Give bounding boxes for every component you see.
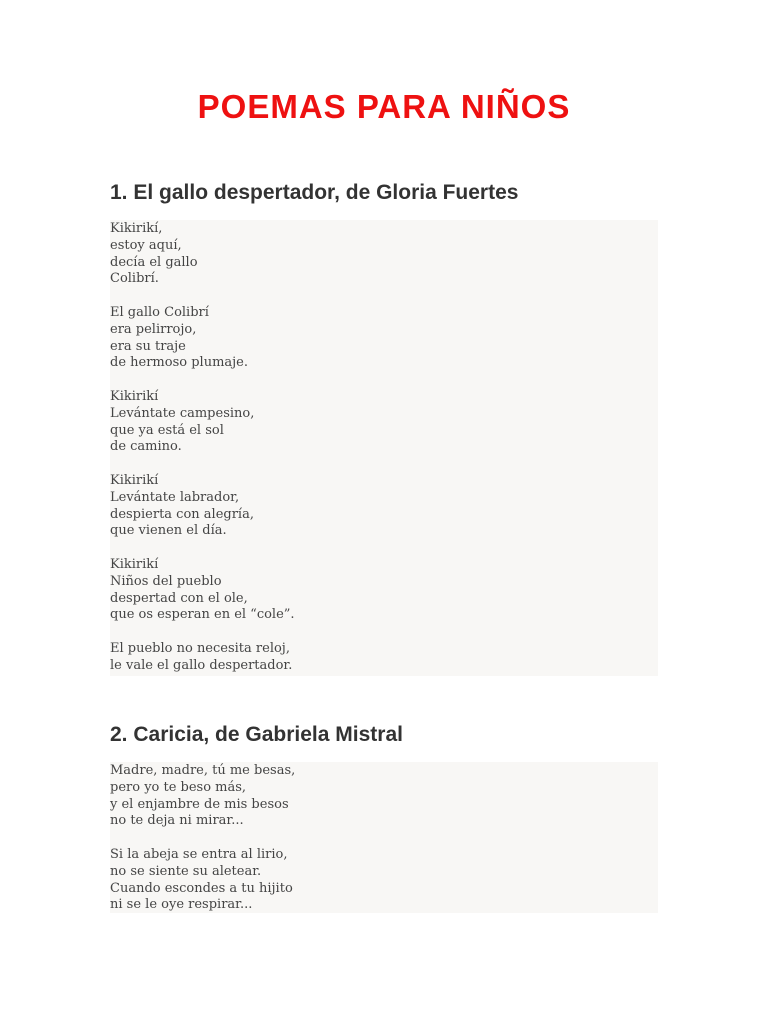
stanza bbox=[110, 473, 658, 540]
document-title: POEMAS PARA NIÑOS bbox=[197, 88, 571, 125]
verse-line: Cuando escondes a tu hijito bbox=[110, 880, 293, 896]
stanza bbox=[110, 389, 658, 456]
verse-line: de camino. bbox=[110, 439, 182, 455]
verse-line: era pelirrojo, bbox=[110, 321, 197, 337]
verse-line: El gallo Colibrí bbox=[110, 304, 209, 320]
stanza bbox=[110, 763, 658, 830]
verse-line: Si la abeja se entra al lirio, bbox=[110, 846, 288, 862]
stanza bbox=[110, 641, 658, 675]
verse-line: Kikirikí bbox=[110, 388, 159, 404]
verse-line: Kikirikí bbox=[110, 556, 159, 572]
verse-line: decía el gallo bbox=[110, 254, 198, 270]
stanza bbox=[110, 557, 658, 624]
stanza bbox=[110, 305, 658, 372]
verse-line: era su traje bbox=[110, 338, 186, 354]
verse-line: Colibrí. bbox=[110, 271, 159, 287]
stanza bbox=[110, 847, 658, 914]
verse-line: El pueblo no necesita reloj, bbox=[110, 640, 290, 656]
verse-line: despertad con el ole, bbox=[110, 590, 248, 606]
verse-line: y el enjambre de mis besos bbox=[110, 796, 289, 812]
verse-line: le vale el gallo despertador. bbox=[110, 657, 293, 673]
verse-line: Levántate campesino, bbox=[110, 405, 255, 421]
poem-heading-1: 1. El gallo despertador, de Gloria Fuertes bbox=[110, 181, 519, 204]
verse-line: pero yo te beso más, bbox=[110, 779, 247, 795]
poem-body-1 bbox=[110, 220, 658, 676]
verse-line: no te deja ni mirar... bbox=[110, 813, 244, 829]
verse-line: Levántate labrador, bbox=[110, 489, 240, 505]
poem-body-2 bbox=[110, 762, 658, 913]
verse-line: Madre, madre, tú me besas, bbox=[110, 763, 296, 778]
verse-line: que os esperan en el “cole”. bbox=[110, 607, 295, 623]
verse-line: que ya está el sol bbox=[110, 422, 224, 438]
verse-line: Kikirikí, bbox=[110, 221, 163, 236]
verse-line: de hermoso plumaje. bbox=[110, 355, 248, 371]
verse-line: que vienen el día. bbox=[110, 523, 227, 539]
verse-line: Niños del pueblo bbox=[110, 573, 222, 589]
verse-line: estoy aquí, bbox=[110, 237, 182, 253]
poem-heading-2: 2. Caricia, de Gabriela Mistral bbox=[110, 723, 403, 746]
verse-line: ni se le oye respirar... bbox=[110, 897, 253, 913]
verse-line: Kikirikí bbox=[110, 472, 159, 488]
stanza bbox=[110, 221, 658, 288]
verse-line: no se siente su aletear. bbox=[110, 863, 262, 879]
verse-line: despierta con alegría, bbox=[110, 506, 254, 522]
